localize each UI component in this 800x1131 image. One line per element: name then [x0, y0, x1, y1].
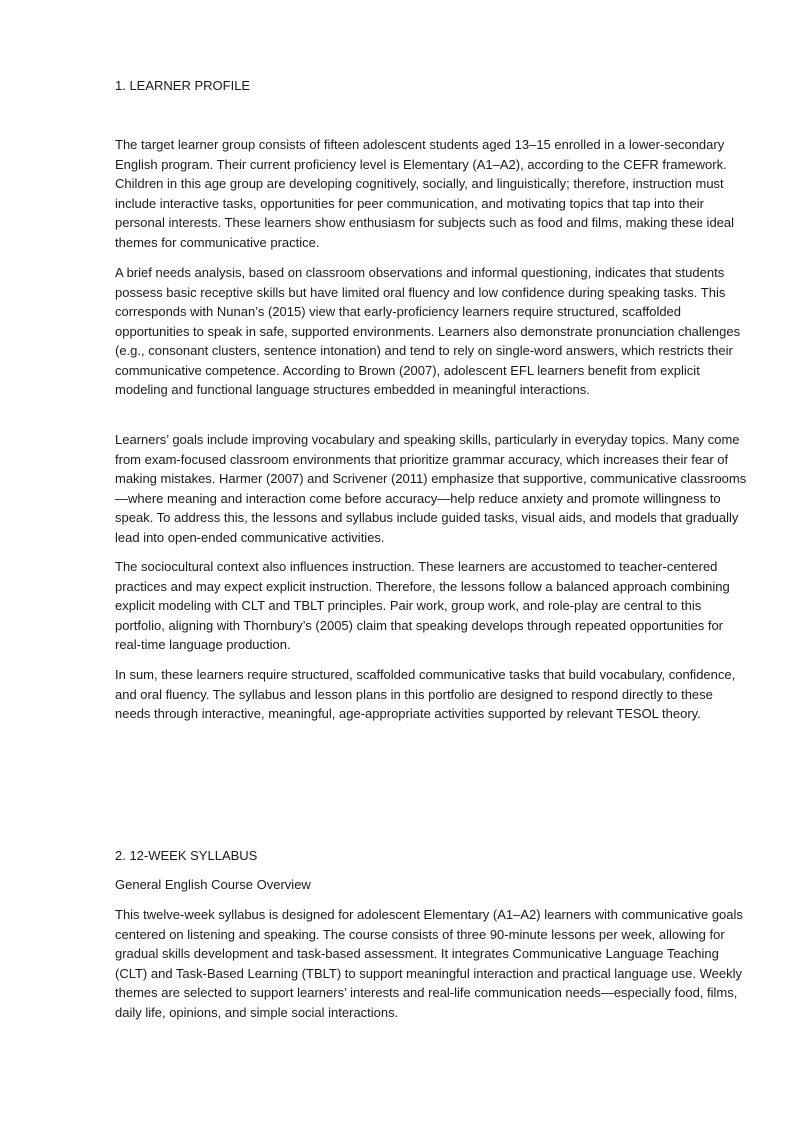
section-heading-learner-profile: 1. LEARNER PROFILE	[115, 78, 251, 93]
section-heading-syllabus: 2. 12-WEEK SYLLABUS	[115, 848, 258, 863]
paragraph: This twelve-week syllabus is designed for adolescent Elementary (A1–A2) learners with communicative goals centered on listening and speaking. The course consists of three 90-minute lessons per week, allowing for gradual skills development and task-based assessment. It integrates Communicative Language Teaching (CLT) and Task-Based Learning (TBLT) to support meaningful interaction and practical language use. Weekly themes are selected to support learners’ interests and real-life communication needs—especially food, films, daily life, opinions, and simple social interactions.	[115, 907, 743, 1020]
subheading-course-overview: General English Course Overview	[115, 877, 311, 892]
paragraph: The sociocultural context also influences instruction. These learners are accustomed to teacher-centered practices and may expect explicit instruction. Therefore, the lessons follow a balanced approach combining explicit modeling with CLT and TBLT principles. Pair work, group work, and role-play are central to this portfolio, aligning with Thornbury’s (2005) claim that speaking develops through repeated opportunities for real-time language production.	[115, 559, 730, 652]
paragraph: A brief needs analysis, based on classroom observations and informal questioning, indicates that students possess basic receptive skills but have limited oral fluency and low confidence during speaking tasks. This corresponds with Nunan’s (2015) view that early-proficiency learners require structured, scaffolded opportunities to speak in safe, supported environments. Learners also demonstrate pronunciation challenges (e.g., consonant clusters, sentence intonation) and tend to rely on single-word answers, which restricts their communicative competence. According to Brown (2007), adolescent EFL learners benefit from explicit modeling and functional language structures embedded in meaningful interactions.	[115, 265, 741, 397]
paragraph: Learners’ goals include improving vocabulary and speaking skills, particularly in everyday topics. Many come from exam-focused classroom environments that prioritize grammar accuracy, which increases their fear of making mistakes. Harmer (2007) and Scrivener (2011) emphasize that supportive, communicative classrooms—where meaning and interaction come before accuracy—help reduce anxiety and promote willingness to speak. To address this, the lessons and syllabus include guided tasks, visual aids, and models that gradually lead into open-ended communicative activities.	[115, 432, 747, 545]
paragraph: In sum, these learners require structured, scaffolded communicative tasks that build vocabulary, confidence, and oral fluency. The syllabus and lesson plans in this portfolio are designed to respond directly to these needs through interactive, meaningful, age-appropriate activities supported by relevant TESOL theory.	[115, 667, 736, 721]
paragraph: The target learner group consists of fifteen adolescent students aged 13–15 enrolled in a lower-secondary English program. Their current proficiency level is Elementary (A1–A2), according to the CEFR framework. Children in this age group are developing cognitively, socially, and linguistically; therefore, instruction must include interactive tasks, opportunities for peer communication, and motivating topics that tap into their personal interests. These learners show enthusiasm for subjects such as food and films, making these ideal themes for communicative practice.	[115, 137, 735, 250]
